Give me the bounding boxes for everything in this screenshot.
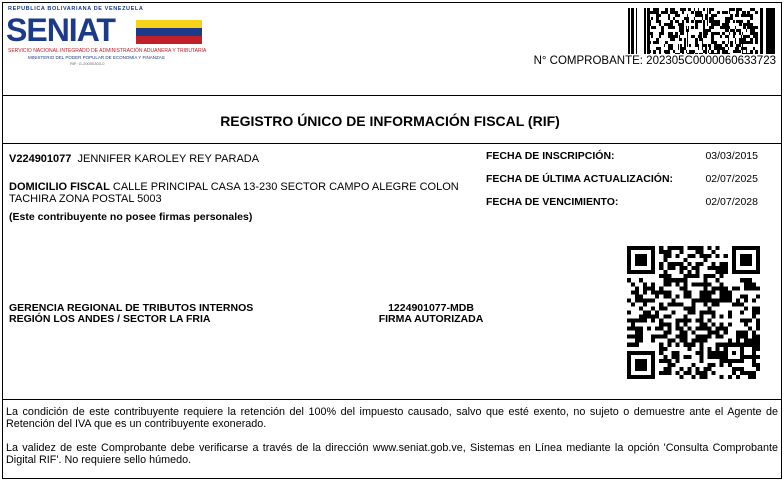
gerencia-line-2: REGIÓN LOS ANDES / SECTOR LA FRIA	[9, 313, 211, 325]
taxpayer-name: JENNIFER KAROLEY REY PARADA	[77, 153, 260, 165]
notes-divider	[3, 399, 781, 400]
gerencia-block	[9, 303, 253, 325]
qr-code-icon	[627, 246, 760, 379]
firma-block	[368, 303, 494, 325]
comprobante-number	[534, 55, 776, 67]
barcode-icon	[628, 8, 778, 54]
notes-block	[6, 406, 778, 478]
taxpayer-id-line	[9, 153, 259, 165]
comprobante-label: N° COMPROBANTE:	[533, 55, 643, 67]
date-row-inscripcion	[486, 150, 758, 173]
date-row-actualizacion	[486, 173, 758, 196]
firma-code: 1224901077-MDB	[388, 302, 474, 314]
logo-word: SENIAT	[6, 12, 115, 48]
title-divider	[3, 143, 781, 144]
taxpayer-rif: V224901077	[9, 153, 72, 165]
document-title: REGISTRO ÚNICO DE INFORMACIÓN FISCAL (RIF)	[220, 113, 560, 129]
firmas-note: (Este contribuyente no posee firmas personales)	[9, 211, 253, 223]
firma-label: FIRMA AUTORIZADA	[378, 313, 484, 325]
logo-subtitle: SERVICIO NACIONAL INTEGRADO DE ADMINISTRACIÓN ADUANERA Y TRIBUTARIA	[8, 48, 207, 54]
flag-stripe-red	[136, 36, 202, 44]
dates-block	[486, 150, 758, 219]
date-value: 02/07/2028	[705, 196, 758, 208]
date-row-vencimiento	[486, 196, 758, 219]
logo-country-line: REPUBLICA BOLIVARIANA DE VENEZUELA	[8, 6, 144, 12]
flag-stripe-blue	[136, 28, 202, 36]
date-label: FECHA DE VENCIMIENTO:	[486, 196, 619, 208]
gerencia-line-1: GERENCIA REGIONAL DE TRIBUTOS INTERNOS	[9, 302, 254, 314]
comprobante-value: 202305C0000060633723	[646, 55, 776, 67]
date-value: 03/03/2015	[705, 150, 758, 162]
logo-rif: RIF: G-20000303-0	[70, 61, 105, 66]
note-validez: La validez de este Comprobante debe verificarse a través de la dirección www.seniat.gob.ve, Sistemas en Línea mediante la opción 'Consulta Comprobante Digital RIF'. No requiere sello húmedo.	[6, 442, 778, 466]
note-retencion: La condición de este contribuyente requiere la retención del 100% del impuesto causado, salvo que esté exento, no sujeto o demuestre ante el Agente de Retención del IVA que es un contribuyente exonerado.	[6, 406, 778, 430]
date-value: 02/07/2025	[705, 173, 758, 185]
header-divider	[3, 95, 781, 96]
flag-stripe-yellow	[136, 20, 202, 28]
flag-stripes-icon	[136, 20, 202, 44]
domicilio-fiscal	[9, 181, 479, 205]
date-label: FECHA DE ÚLTIMA ACTUALIZACIÓN:	[486, 173, 674, 185]
seniat-logo	[6, 6, 206, 68]
logo-ministry: MINISTERIO DEL PODER POPULAR DE ECONOMÍA Y FINANZAS	[28, 55, 165, 60]
date-label: FECHA DE INSCRIPCIÓN:	[486, 150, 615, 162]
domicilio-value: CALLE PRINCIPAL CASA 13-230 SECTOR CAMPO ALEGRE COLON TACHIRA ZONA POSTAL 5003	[9, 181, 459, 205]
domicilio-label: DOMICILIO FISCAL	[9, 181, 110, 193]
